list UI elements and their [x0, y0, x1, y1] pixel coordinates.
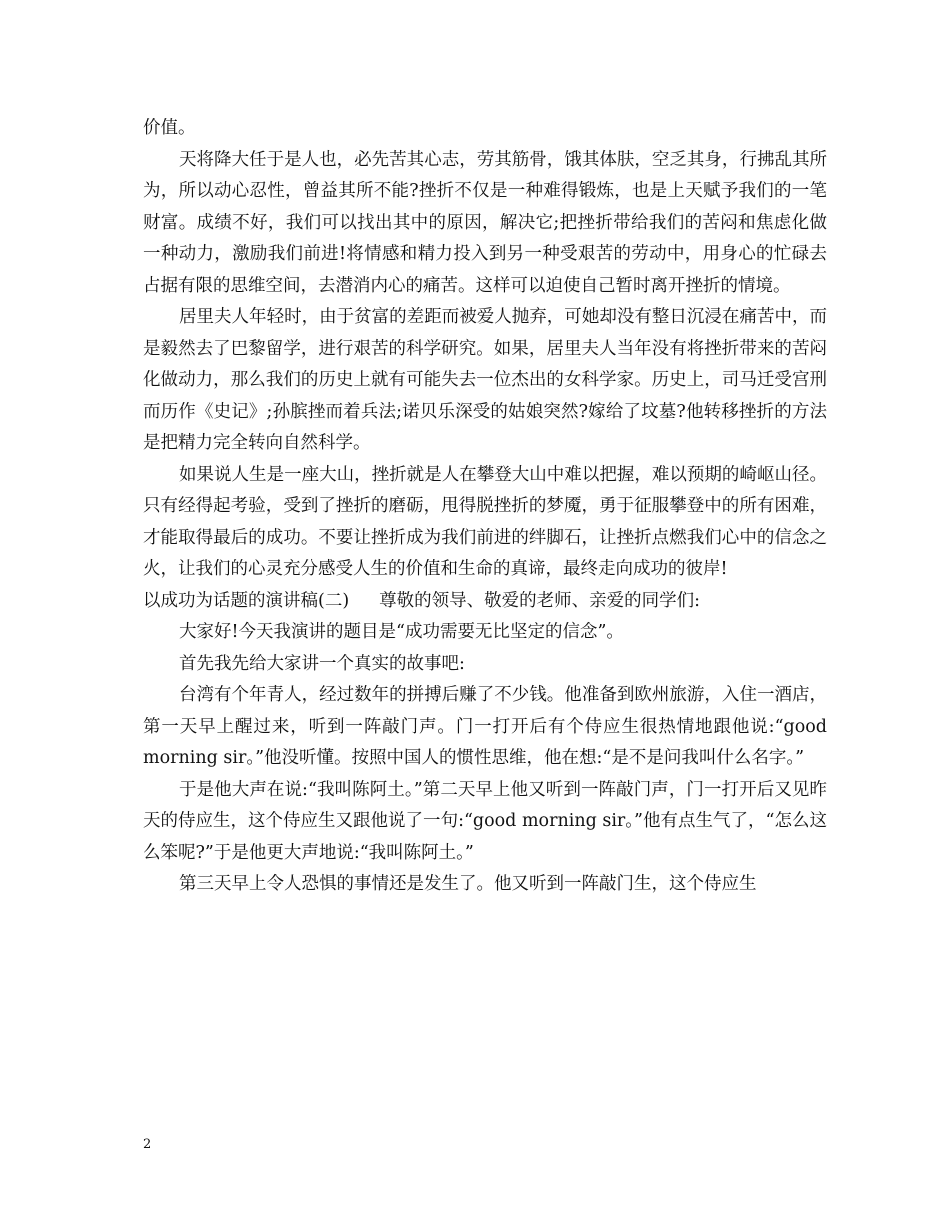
paragraph: 于是他大声在说:“我叫陈阿土。”第二天早上他又听到一阵敲门声，门一打开后又见昨天的侍应生，这个侍应生又跟他说了一句:“good morning sir。”他有点生气了，“怎么这么笨呢?”于是他更大声地说:“我叫陈阿土。” [143, 779, 827, 863]
paragraph: 天将降大任于是人也，必先苦其心志，劳其筋骨，饿其体肤，空乏其身，行拂乱其所为，所以动心忍性，曾益其所不能?挫折不仅是一种难得锻炼，也是上天赋予我们的一笔财富。成绩不好，我们可以找出其中的原因，解决它;把挫折带给我们的苦闷和焦虑化做一种动力，激励我们前进!将情感和精力投入到另一种受艰苦的劳动中，用身心的忙碌去占据有限的思维空间，去潜消内心的痛苦。这样可以迫使自己暂时离开挫折的情境。 [143, 149, 827, 296]
paragraph: 台湾有个年青人，经过数年的拼搏后赚了不少钱。他准备到欧州旅游，入住一酒店，第一天早上醒过来，听到一阵敲门声。门一打开后有个侍应生很热情地跟他说:“good morning sir。”他没听懂。按照中国人的惯性思维，他在想:“是不是问我叫什么名字。” [143, 685, 827, 768]
paragraph: 价值。 [143, 118, 196, 138]
body-text [143, 113, 827, 901]
page-number: 2 [143, 1137, 152, 1152]
paragraph: 首先我先给大家讲一个真实的故事吧: [179, 653, 465, 674]
paragraph: 居里夫人年轻时，由于贫富的差距而被爱人抛弃，可她却没有整日沉浸在痛苦中，而是毅然去了巴黎留学，进行艰苦的科学研究。如果，居里夫人当年没有将挫折带来的苦闷化做动力，那么我们的历史上就有可能失去一位杰出的女科学家。历史上，司马迁受宫刑而历作《史记》;孙膑挫而着兵法;诺贝乐深受的姑娘突然?嫁给了坟墓?他转移挫折的方法是把精力完全转向自然科学。 [143, 307, 827, 453]
section-title: 以成功为话题的演讲稿(二) [143, 590, 350, 611]
section-heading-line [143, 586, 827, 618]
paragraph: 第三天早上令人恐惧的事情还是发生了。他又听到一阵敲门生，这个侍应生 [179, 874, 757, 894]
paragraph: 如果说人生是一座大山，挫折就是人在攀登大山中难以把握，难以预期的崎岖山径。只有经得起考验，受到了挫折的磨砺，甩得脱挫折的梦魇，勇于征服攀登中的所有困难，才能取得最后的成功。不要让挫折成为我们前进的绊脚石，让挫折点燃我们心中的信念之火，让我们的心灵充分感受人生的价值和生命的真谛，最终走向成功的彼岸! [143, 464, 827, 579]
paragraph: 大家好!今天我演讲的题目是“成功需要无比坚定的信念”。 [179, 622, 624, 642]
salutation: 尊敬的领导、敬爱的老师、亲爱的同学们: [379, 590, 701, 611]
